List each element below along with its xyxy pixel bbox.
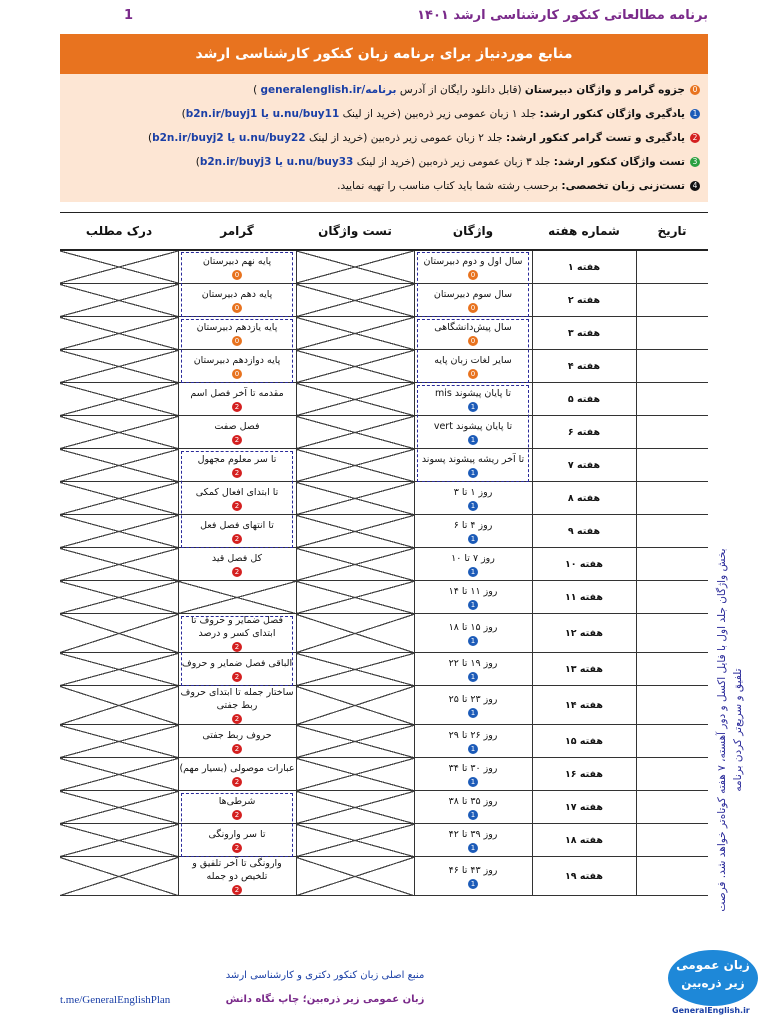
cell-text: پایه نهم دبیرستان <box>202 255 272 267</box>
page-number: 1 <box>124 8 134 23</box>
source-badge: 2 <box>232 534 242 544</box>
resource-tail: ) <box>253 84 261 96</box>
vocab-cell <box>414 250 532 284</box>
cell-text: روز ۴ تا ۶ <box>453 519 493 531</box>
grammar-cell <box>178 515 296 548</box>
week-cell: هفته ۱۶ <box>532 758 636 791</box>
source-badge: 1 <box>468 879 478 889</box>
reading-cell <box>60 548 178 581</box>
vocab-test-cell <box>296 416 414 449</box>
cell-text: حروف ربط جفتی <box>202 729 272 741</box>
resource-item <box>68 152 700 172</box>
date-cell <box>636 350 708 383</box>
resource-description: (قابل دانلود رایگان از آدرس <box>396 84 525 96</box>
grammar-cell <box>178 482 296 515</box>
vocab-test-cell <box>296 758 414 791</box>
table-row <box>60 725 708 758</box>
side-note-text: بخش واژگان جلد اول با فایل اکسل و دور آهسته، ۷ هفته کوتاه‌تر خواهد شد. فرصت تلفیق و سریع‌تر کردن برنامه <box>716 548 744 912</box>
vocab-test-cell <box>296 686 414 725</box>
cell-text: روز ۳۵ تا ۳۸ <box>448 795 498 807</box>
resource-title: یادگیری و تست گرامر کنکور ارشد: <box>506 132 685 144</box>
resource-description: برحسب رشته شما باید کتاب مناسب را تهیه نمایید. <box>337 180 562 192</box>
cell-text: الباقی فصل ضمایر و حروف <box>181 657 293 669</box>
logo-text: زبان عمومی زیر ذره‌بین <box>676 958 750 990</box>
source-badge: 2 <box>232 810 242 820</box>
cell-text: پایه یازدهم دبیرستان <box>196 321 278 333</box>
week-cell: هفته ۱۷ <box>532 791 636 824</box>
table-row <box>60 857 708 896</box>
source-badge: 1 <box>468 600 478 610</box>
header-reading: درک مطلب <box>60 213 178 251</box>
cell-text: تا پایان پیشوند mis <box>434 387 512 399</box>
date-cell <box>636 317 708 350</box>
resources-banner: منابع موردنیاز برای برنامه زبان کنکور کارشناسی ارشد <box>60 34 708 74</box>
header-vocab-test: تست واژگان <box>296 213 414 251</box>
source-badge: 2 <box>232 885 242 895</box>
header-grammar: گرامر <box>178 213 296 251</box>
week-cell: هفته ۶ <box>532 416 636 449</box>
resource-link[interactable]: u.nu/buy22 یا b2n.ir/buyj2 <box>152 132 306 144</box>
vocab-test-cell <box>296 515 414 548</box>
cell-text: وارونگی تا آخر تلفیق و تلخیص دو جمله <box>192 858 282 882</box>
table-row <box>60 686 708 725</box>
grammar-cell <box>178 284 296 317</box>
source-badge: 2 <box>232 843 242 853</box>
source-badge: 2 <box>232 744 242 754</box>
source-badge: 0 <box>468 336 478 346</box>
footer-book-line: زبان عمومی زیر ذره‌بین؛ چاپ نگاه دانش <box>225 994 425 1005</box>
cell-text: تا سر وارونگی <box>208 828 266 840</box>
vocab-cell <box>414 614 532 653</box>
vocab-test-cell <box>296 725 414 758</box>
cell-text: فصل صفت <box>214 420 260 432</box>
resource-tail: ) <box>147 132 153 144</box>
week-cell: هفته ۹ <box>532 515 636 548</box>
reading-cell <box>60 416 178 449</box>
cell-text: تا آخر ریشه پیشوند پسوند <box>421 453 525 465</box>
table-row <box>60 758 708 791</box>
source-badge: 0 <box>232 270 242 280</box>
vocab-test-cell <box>296 791 414 824</box>
resource-description: جلد ۳ زبان عمومی زیر ذره‌بین (خرید از لینک <box>353 156 554 168</box>
vocab-test-cell <box>296 284 414 317</box>
resource-item <box>68 176 700 196</box>
source-badge: 1 <box>468 744 478 754</box>
cell-text: سایر لغات زبان پایه <box>434 354 512 366</box>
source-badge: 1 <box>468 777 478 787</box>
header-vocab: واژگان <box>414 213 532 251</box>
cell-text: روز ۱۱ تا ۱۴ <box>448 585 498 597</box>
resource-title: تست‌زنی زبان تخصصی: <box>561 180 685 192</box>
grammar-cell <box>178 791 296 824</box>
resource-description: جلد ۲ زبان عمومی زیر ذره‌بین (خرید از لینک <box>305 132 506 144</box>
grammar-cell <box>178 350 296 383</box>
grammar-cell <box>178 581 296 614</box>
cell-text: ساختار جمله تا ابتدای حروف ربط جفتی <box>180 687 294 711</box>
grammar-cell <box>178 758 296 791</box>
vocab-cell <box>414 824 532 857</box>
cell-text: روز ۳۹ تا ۴۲ <box>448 828 498 840</box>
cell-text: پایه دوازدهم دبیرستان <box>193 354 281 366</box>
table-row <box>60 416 708 449</box>
table-row <box>60 548 708 581</box>
week-cell: هفته ۴ <box>532 350 636 383</box>
vocab-test-cell <box>296 614 414 653</box>
week-cell: هفته ۷ <box>532 449 636 482</box>
week-cell: هفته ۳ <box>532 317 636 350</box>
cell-text: روز ۴۳ تا ۴۶ <box>448 864 498 876</box>
date-cell <box>636 416 708 449</box>
cell-text: روز ۱۹ تا ۲۲ <box>448 657 498 669</box>
header-date: تاریخ <box>636 213 708 251</box>
vocab-test-cell <box>296 482 414 515</box>
cell-text: روز ۷ تا ۱۰ <box>451 552 495 564</box>
table-row <box>60 824 708 857</box>
table-row <box>60 317 708 350</box>
date-cell <box>636 284 708 317</box>
week-cell: هفته ۱۴ <box>532 686 636 725</box>
vocab-test-cell <box>296 824 414 857</box>
vocab-test-cell <box>296 317 414 350</box>
vocab-cell <box>414 515 532 548</box>
footer-source-line: منبع اصلی زبان کنکور دکتری و کارشناسی ارشد <box>225 970 425 981</box>
vocab-cell <box>414 383 532 416</box>
reading-cell <box>60 581 178 614</box>
resource-number-badge: 2 <box>690 133 700 143</box>
source-badge: 2 <box>232 402 242 412</box>
reading-cell <box>60 614 178 653</box>
vocab-test-cell <box>296 350 414 383</box>
resource-title: تست واژگان کنکور ارشد: <box>553 156 685 168</box>
week-cell: هفته ۱۲ <box>532 614 636 653</box>
reading-cell <box>60 857 178 896</box>
source-badge: 2 <box>232 567 242 577</box>
source-badge: 1 <box>468 435 478 445</box>
source-badge: 1 <box>468 402 478 412</box>
source-badge: 2 <box>232 714 242 724</box>
source-badge: 1 <box>468 567 478 577</box>
vocab-cell <box>414 482 532 515</box>
reading-cell <box>60 284 178 317</box>
vocab-cell <box>414 857 532 896</box>
table-row <box>60 614 708 653</box>
week-cell: هفته ۱۳ <box>532 653 636 686</box>
source-badge: 1 <box>468 534 478 544</box>
resource-tail: ) <box>181 108 186 120</box>
grammar-cell <box>178 548 296 581</box>
table-row <box>60 581 708 614</box>
reading-cell <box>60 758 178 791</box>
grammar-cell <box>178 250 296 284</box>
table-row <box>60 515 708 548</box>
reading-cell <box>60 250 178 284</box>
grammar-cell <box>178 653 296 686</box>
cell-text: روز ۱ تا ۳ <box>453 486 493 498</box>
table-row <box>60 284 708 317</box>
grammar-cell <box>178 857 296 896</box>
header-week: شماره هفته <box>532 213 636 251</box>
date-cell <box>636 449 708 482</box>
table-row <box>60 653 708 686</box>
week-cell: هفته ۱ <box>532 250 636 284</box>
vocab-cell <box>414 416 532 449</box>
resource-link[interactable]: u.nu/buy33 یا b2n.ir/buyj3 <box>199 156 354 168</box>
resource-link[interactable]: u.nu/buy11 یا b2n.ir/buyj1 <box>185 108 340 120</box>
source-badge: 2 <box>232 642 242 652</box>
source-badge: 2 <box>232 501 242 511</box>
brand-logo <box>668 950 758 1006</box>
resource-number-badge: 0 <box>690 85 700 95</box>
resource-number-badge: 1 <box>690 109 700 119</box>
source-badge: 0 <box>232 336 242 346</box>
grammar-cell <box>178 725 296 758</box>
source-badge: 0 <box>468 369 478 379</box>
grammar-cell <box>178 686 296 725</box>
resources-list <box>60 74 708 202</box>
vocab-cell <box>414 791 532 824</box>
cell-text: روز ۳۰ تا ۳۴ <box>448 762 498 774</box>
vocab-test-cell <box>296 449 414 482</box>
grammar-cell <box>178 317 296 350</box>
vocab-cell <box>414 548 532 581</box>
cell-text: سال سوم دبیرستان <box>433 288 513 300</box>
grammar-cell <box>178 383 296 416</box>
page-header <box>60 8 708 30</box>
vocab-cell <box>414 653 532 686</box>
cell-text: سال پیش‌دانشگاهی <box>434 321 512 333</box>
source-badge: 0 <box>468 303 478 313</box>
date-cell <box>636 482 708 515</box>
reading-cell <box>60 725 178 758</box>
vocab-cell <box>414 581 532 614</box>
date-cell <box>636 383 708 416</box>
source-badge: 1 <box>468 636 478 646</box>
table-row <box>60 482 708 515</box>
source-badge: 1 <box>468 672 478 682</box>
study-plan-table <box>60 212 708 896</box>
week-cell: هفته ۱۹ <box>532 857 636 896</box>
vocab-test-cell <box>296 383 414 416</box>
reading-cell <box>60 824 178 857</box>
resource-link[interactable]: برنامه/generalenglish.ir <box>260 84 397 96</box>
vocab-cell <box>414 758 532 791</box>
cell-text: روز ۲۳ تا ۲۵ <box>448 693 498 705</box>
page-title: برنامه مطالعاتی کنکور کارشناسی ارشد ۱۴۰۱ <box>417 8 708 23</box>
vocab-cell <box>414 449 532 482</box>
source-badge: 2 <box>232 468 242 478</box>
vocab-cell <box>414 284 532 317</box>
cell-text: روز ۲۶ تا ۲۹ <box>448 729 498 741</box>
source-badge: 2 <box>232 435 242 445</box>
table-row <box>60 350 708 383</box>
resource-title: یادگیری واژگان کنکور ارشد: <box>539 108 685 120</box>
table-row <box>60 791 708 824</box>
logo-url[interactable]: GeneralEnglish.ir <box>672 1006 750 1015</box>
cell-text: مقدمه تا آخر فصل اسم <box>190 387 284 399</box>
resource-tail: ) <box>195 156 200 168</box>
cell-text: تا ابتدای افعال کمکی <box>195 486 279 498</box>
reading-cell <box>60 653 178 686</box>
date-cell <box>636 250 708 284</box>
grammar-cell <box>178 614 296 653</box>
cell-text: تا سر معلوم مجهول <box>197 453 277 465</box>
cell-text: عبارات موصولی (بسیار مهم) <box>179 762 295 774</box>
cell-text: تا پایان پیشوند vert <box>433 420 513 432</box>
table-row <box>60 383 708 416</box>
resource-description: جلد ۱ زبان عمومی زیر ذره‌بین (خرید از لینک <box>339 108 540 120</box>
vocab-cell <box>414 350 532 383</box>
vocab-test-cell <box>296 857 414 896</box>
source-badge: 0 <box>232 303 242 313</box>
vocab-cell <box>414 686 532 725</box>
week-cell: هفته ۱۱ <box>532 581 636 614</box>
grammar-cell <box>178 416 296 449</box>
reading-cell <box>60 317 178 350</box>
week-cell: هفته ۱۰ <box>532 548 636 581</box>
resource-title: جزوه گرامر و واژگان دبیرستان <box>524 84 685 96</box>
table-header-row <box>60 213 708 251</box>
source-badge: 1 <box>468 708 478 718</box>
cell-text: پایه دهم دبیرستان <box>201 288 273 300</box>
side-note <box>685 540 768 920</box>
cell-text: فصل ضمایر و حروف تا ابتدای کسر و درصد <box>190 615 284 639</box>
week-cell: هفته ۱۵ <box>532 725 636 758</box>
week-cell: هفته ۱۸ <box>532 824 636 857</box>
resource-number-badge: 4 <box>690 181 700 191</box>
resource-item <box>68 80 700 100</box>
telegram-link[interactable]: t.me/GeneralEnglishPlan <box>60 994 171 1006</box>
week-cell: هفته ۸ <box>532 482 636 515</box>
cell-text: کل فصل قید <box>211 552 263 564</box>
cell-text: روز ۱۵ تا ۱۸ <box>448 621 498 633</box>
vocab-cell <box>414 317 532 350</box>
vocab-test-cell <box>296 548 414 581</box>
cell-text: شرطی‌ها <box>218 795 256 807</box>
vocab-test-cell <box>296 250 414 284</box>
cell-text: سال اول و دوم دبیرستان <box>423 255 523 267</box>
reading-cell <box>60 482 178 515</box>
source-badge: 0 <box>468 270 478 280</box>
source-badge: 1 <box>468 468 478 478</box>
vocab-test-cell <box>296 653 414 686</box>
table-row <box>60 250 708 284</box>
vocab-test-cell <box>296 581 414 614</box>
source-badge: 1 <box>468 501 478 511</box>
source-badge: 2 <box>232 777 242 787</box>
reading-cell <box>60 383 178 416</box>
source-badge: 1 <box>468 810 478 820</box>
source-badge: 1 <box>468 843 478 853</box>
resource-item <box>68 128 700 148</box>
week-cell: هفته ۲ <box>532 284 636 317</box>
vocab-cell <box>414 725 532 758</box>
table-row <box>60 449 708 482</box>
grammar-cell <box>178 449 296 482</box>
reading-cell <box>60 686 178 725</box>
reading-cell <box>60 350 178 383</box>
resource-number-badge: 3 <box>690 157 700 167</box>
grammar-cell <box>178 824 296 857</box>
source-badge: 0 <box>232 369 242 379</box>
cell-text: تا انتهای فصل فعل <box>200 519 274 531</box>
resource-item <box>68 104 700 124</box>
reading-cell <box>60 449 178 482</box>
source-badge: 2 <box>232 672 242 682</box>
week-cell: هفته ۵ <box>532 383 636 416</box>
reading-cell <box>60 791 178 824</box>
reading-cell <box>60 515 178 548</box>
